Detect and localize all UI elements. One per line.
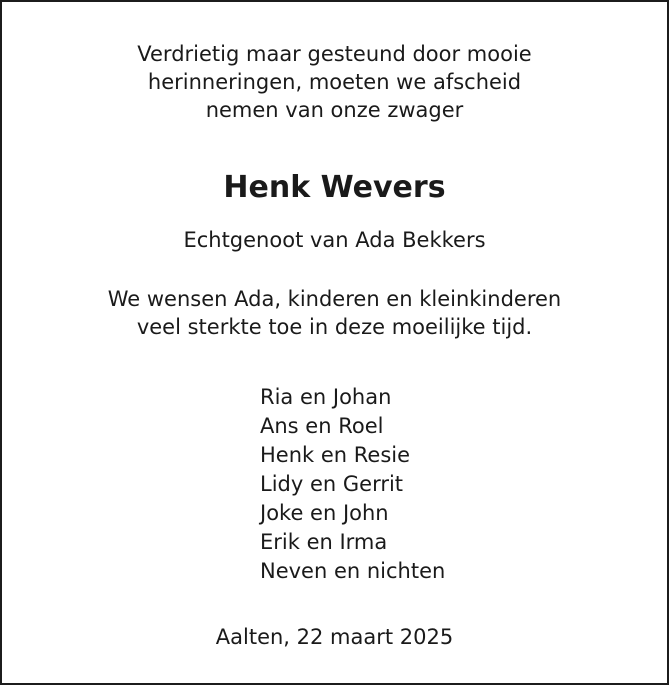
intro-line: herinneringen, moeten we afscheid — [147, 70, 522, 94]
condolence-line: veel sterkte toe in deze moeilijke tijd. — [136, 315, 533, 339]
place-date: Aalten, 22 maart 2025 — [215, 625, 454, 649]
family-item: Joke en John — [260, 501, 389, 525]
intro-line: Verdrietig maar gesteund door mooie — [137, 42, 532, 66]
spouse-line: Echtgenoot van Ada Bekkers — [183, 228, 486, 252]
family-item: Ria en Johan — [260, 385, 392, 409]
family-list — [260, 383, 445, 586]
deceased-name: Henk Wevers — [223, 170, 446, 205]
condolence-text — [2, 285, 667, 341]
family-item: Lidy en Gerrit — [260, 472, 404, 496]
intro-line: nemen van onze zwager — [205, 98, 464, 122]
condolence-line: We wensen Ada, kinderen en kleinkinderen — [107, 287, 562, 311]
family-item: Henk en Resie — [260, 443, 411, 467]
intro-text — [2, 40, 667, 124]
family-item: Erik en Irma — [260, 530, 388, 554]
family-item: Ans en Roel — [260, 414, 384, 438]
family-item: Neven en nichten — [260, 559, 446, 583]
